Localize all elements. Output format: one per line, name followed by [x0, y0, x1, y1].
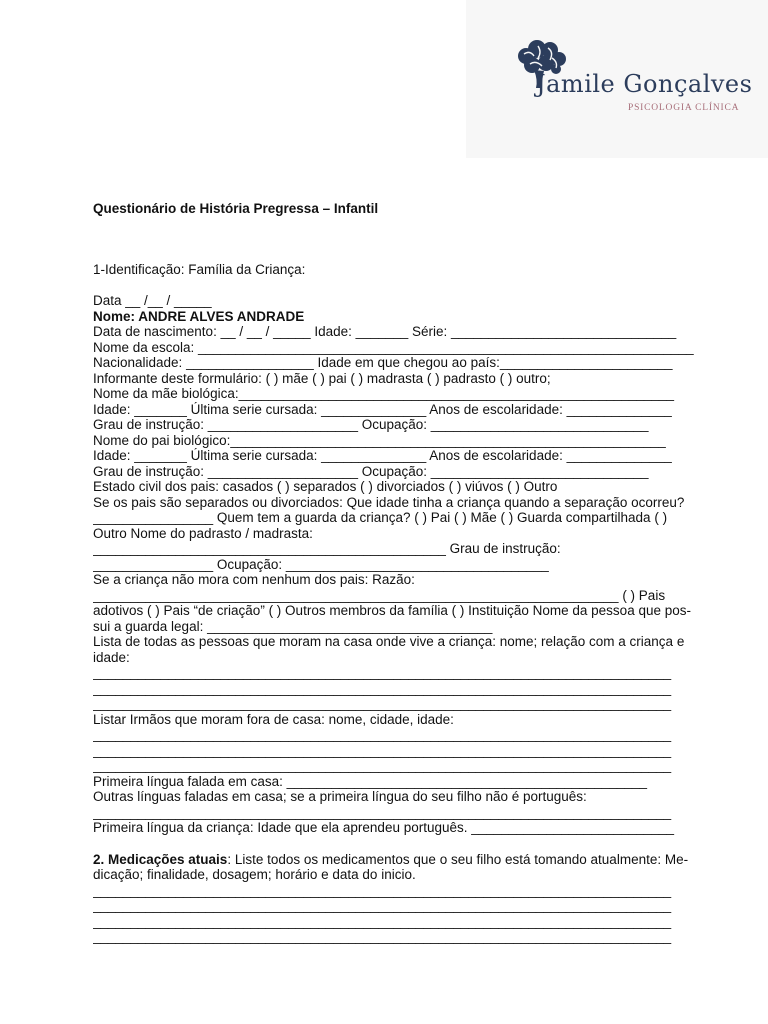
form-line-civil-status: Estado civil dos pais: casados ( ) separados ( ) divorciados ( ) viúvos ( ) Outro	[93, 479, 558, 494]
form-blank-line: _____________________________________________________________________________	[93, 898, 672, 913]
form-line-birth-date: Data de nascimento: __ / __ / _____ Idade: _______ Série: ______________________________	[93, 324, 677, 339]
form-line-father-name: Nome do pai biológico:__________________________________________________________	[93, 432, 666, 448]
form-line-first-language: Primeira língua falada em casa: ________________________________________________	[93, 773, 647, 789]
form-line-household-age: idade:	[93, 649, 130, 665]
logo-subtitle: PSICOLOGIA CLÍNICA	[628, 103, 740, 113]
form-line-household: Lista de todas as pessoas que moram na casa onde vive a criança: nome; relação com a criança e	[93, 634, 685, 649]
form-line-mother-name: Nome da mãe biológica:__________________________________________________________	[93, 386, 675, 401]
logo-name: Jamile Gonçalves	[536, 70, 753, 98]
form-blank-line: _____________________________________________________________________________	[93, 727, 672, 742]
form-line-child-language: Primeira língua da criança: Idade que ela aprendeu português. ___________________________	[93, 820, 674, 835]
section-2-text: : Liste todos os medicamentos que o seu filho está tomando atualmente: Me-	[227, 851, 689, 867]
form-line-siblings: Listar Irmãos que moram fora de casa: nome, cidade, idade:	[93, 711, 454, 727]
section-2-heading: 2. Medicações atuais	[93, 851, 228, 867]
form-line-date: Data __ /__ / _____	[93, 293, 212, 308]
form-blank-line: _____________________________________________________________________________	[93, 665, 672, 680]
form-line-father-education: Grau de instrução: ____________________ Ocupação: _____________________________	[93, 463, 649, 479]
form-line-reason: ______________________________________________________________________ ( ) Pais	[93, 587, 666, 603]
section-2-line1	[93, 852, 723, 868]
form-line-other-languages: Outras línguas faladas em casa; se a primeira língua do seu filho não é português:	[93, 789, 587, 804]
form-line-stepparent-occupation: ________________ Ocupação: ___________________________________	[93, 556, 549, 572]
form-line-father-age: Idade: _______ Última serie cursada: ______________ Anos de escolaridade: ______________	[93, 448, 672, 463]
form-body	[93, 293, 723, 945]
form-blank-line: _____________________________________________________________________________	[93, 804, 672, 820]
section-1-heading: 1-Identificação: Família da Criança:	[93, 262, 306, 277]
form-blank-line: _____________________________________________________________________________	[93, 696, 672, 711]
form-blank-line: _____________________________________________________________________________	[93, 929, 672, 944]
form-line-mother-education: Grau de instrução: ____________________ Ocupação: _____________________________	[93, 417, 649, 432]
form-line-no-parents: Se a criança não mora com nenhum dos pais: Razão:	[93, 572, 415, 587]
form-line-mother-age: Idade: _______ Última serie cursada: ______________ Anos de escolaridade: ______________	[93, 401, 672, 417]
form-line-separation: Se os pais são separados ou divorciados: Que idade tinha a criança quando a separação ocorreu?	[93, 494, 685, 510]
form-line-informant: Informante deste formulário: ( ) mãe ( ) pai ( ) madrasta ( ) padrasto ( ) outro;	[93, 370, 551, 386]
form-blank-line: _____________________________________________________________________________	[93, 758, 672, 773]
form-line-guardians: adotivos ( ) Pais “de criação” ( ) Outros membros da família ( ) Instituição Nome da pessoa que pos-	[93, 603, 691, 618]
form-blank-line: _____________________________________________________________________________	[93, 680, 672, 696]
form-line-stepparent: Outro Nome do padrasto / madrasta:	[93, 525, 313, 541]
section-2-line2: dicação; finalidade, dosagem; horário e data do inicio.	[93, 867, 416, 882]
form-line-legal-guardian: sui a guarda legal: ______________________________________	[93, 618, 493, 634]
form-blank-line: _____________________________________________________________________________	[93, 882, 672, 898]
document-title: Questionário de História Pregressa – Infantil	[93, 201, 379, 216]
form-line-school: Nome da escola: __________________________________________________________________	[93, 339, 694, 355]
form-line-stepparent-education: _______________________________________________ Grau de instrução:	[93, 541, 561, 556]
form-blank-line: _____________________________________________________________________________	[93, 913, 672, 929]
form-line-custody: ________________ Quem tem a guarda da criança? ( ) Pai ( ) Mãe ( ) Guarda compartilhada ( )	[93, 510, 668, 525]
form-line-nationality: Nacionalidade: _________________ Idade em que chegou ao país:_______________________	[93, 355, 673, 370]
form-line-child-name: Nome: ANDRE ALVES ANDRADE	[93, 308, 305, 324]
form-blank-line: _____________________________________________________________________________	[93, 742, 672, 758]
